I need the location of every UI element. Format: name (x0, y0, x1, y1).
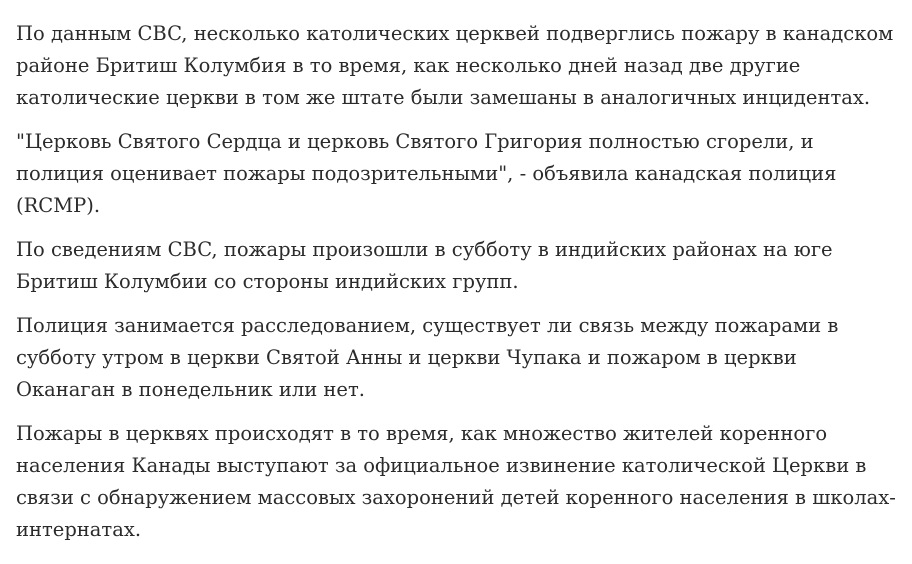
article-paragraph: "Церковь Святого Сердца и церковь Святого Григория полностью сгорели, и полиция оценивает пожары подозрительными", - объявила канадская полиция (RCMP). (16, 130, 837, 217)
article-paragraph: Полиция занимается расследованием, существует ли связь между пожарами в субботу утром в церкви Святой Анны и церкви Чупака и пожаром в церкви Оканаган в понедельник или нет. (16, 314, 839, 401)
article-paragraph: По данным CBC, несколько католических церквей подверглись пожару в канадском районе Бритиш Колумбия в то время, как несколько дней назад две другие католические церкви в том же штате были замешаны в аналогичных инцидентах. (16, 22, 894, 109)
article-paragraph: По сведениям CBC, пожары произошли в субботу в индийских районах на юге Бритиш Колумбии со стороны индийских групп. (16, 238, 833, 293)
article-paragraph: Пожары в церквях происходят в то время, как множество жителей коренного населения Канады выступают за официальное извинение католической Церкви в связи с обнаружением массовых захоронений детей коренного населения в школах-интернатах. (16, 422, 896, 541)
